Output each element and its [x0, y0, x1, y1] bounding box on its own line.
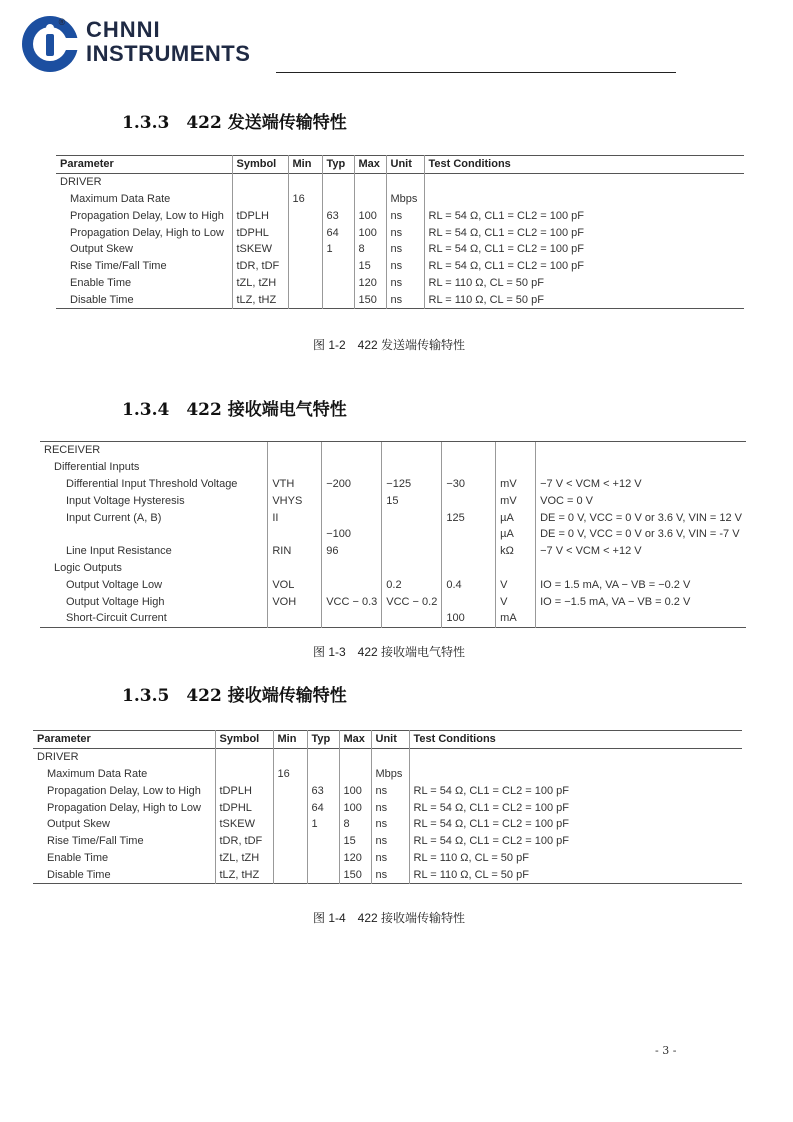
table-group-row — [33, 748, 742, 765]
table-cell — [307, 748, 339, 765]
table-cell: ns — [371, 833, 409, 850]
header-rule — [276, 72, 676, 73]
table-cell — [288, 275, 322, 292]
table-cell — [409, 748, 742, 765]
table-cell — [273, 782, 307, 799]
table-cell: tDPLH — [215, 782, 273, 799]
table-cell: −100 — [322, 526, 382, 543]
table-cell — [322, 509, 382, 526]
brand-line-1: CHNNI — [86, 17, 161, 42]
col-header: Test Conditions — [409, 731, 742, 749]
table-cell: 100 — [354, 224, 386, 241]
table-cell — [268, 560, 322, 577]
table-cell: Disable Time — [70, 293, 134, 306]
brand-logo-icon — [20, 14, 80, 74]
table-cell: Disable Time — [47, 868, 111, 881]
table-cell — [424, 191, 744, 208]
table-cell — [354, 191, 386, 208]
table-cell — [268, 459, 322, 476]
table-row — [40, 593, 746, 610]
table-cell: 150 — [339, 866, 371, 883]
table-cell: RL = 54 Ω, CL1 = CL2 = 100 pF — [409, 782, 742, 799]
table-row — [40, 459, 746, 476]
table-group-row — [56, 173, 744, 190]
receiver-spec-table — [40, 441, 746, 628]
table-cell: tZL, tZH — [232, 275, 288, 292]
table-cell — [307, 866, 339, 883]
table-row — [33, 766, 742, 783]
table-cell: Rise Time/Fall Time — [70, 260, 167, 273]
receiver-transfer-spec-table — [33, 730, 742, 884]
table-cell: RL = 54 Ω, CL1 = CL2 = 100 pF — [424, 207, 744, 224]
table-cell — [322, 191, 354, 208]
table-cell: tLZ, tHZ — [232, 291, 288, 308]
table-cell: tDR, tDF — [232, 258, 288, 275]
table-cell: kΩ — [496, 543, 536, 560]
table-row — [40, 442, 746, 459]
receiver-transfer-table-body — [33, 748, 742, 883]
table-cell: 15 — [339, 833, 371, 850]
table-cell: 16 — [273, 766, 307, 783]
col-header: Unit — [371, 731, 409, 749]
table-cell: 96 — [322, 543, 382, 560]
col-header: Unit — [386, 156, 424, 174]
table-cell: ns — [386, 275, 424, 292]
table-cell: IO = 1.5 mA, VA − VB = −0.2 V — [536, 576, 746, 593]
table-cell: Output Skew — [47, 818, 110, 831]
table-cell: 8 — [339, 816, 371, 833]
table-cell — [288, 173, 322, 190]
table-cell: 8 — [354, 241, 386, 258]
table-cell: VCC − 0.2 — [382, 593, 442, 610]
table-cell: 100 — [339, 799, 371, 816]
table-cell — [273, 748, 307, 765]
table-row — [40, 610, 746, 627]
table-cell — [496, 442, 536, 459]
table-cell: Propagation Delay, Low to High — [70, 209, 224, 222]
col-header: Parameter — [37, 733, 91, 746]
table-cell: Enable Time — [70, 276, 132, 289]
table-cell — [232, 191, 288, 208]
table-cell: tDPHL — [232, 224, 288, 241]
table-cell: DE = 0 V, VCC = 0 V or 3.6 V, VIN = -7 V — [536, 526, 746, 543]
table-cell: 0.4 — [442, 576, 496, 593]
table-cell — [382, 543, 442, 560]
table-cell: µA — [496, 526, 536, 543]
table-cell: RL = 110 Ω, CL = 50 pF — [424, 275, 744, 292]
table-cell: 1 — [307, 816, 339, 833]
table-cell: VOL — [268, 576, 322, 593]
table-cell — [273, 816, 307, 833]
table-row — [33, 866, 742, 883]
table-cell: 125 — [442, 509, 496, 526]
table-cell — [322, 173, 354, 190]
col-header: Max — [339, 731, 371, 749]
table-cell — [354, 173, 386, 190]
table-cell — [288, 291, 322, 308]
table-cell: RL = 54 Ω, CL1 = CL2 = 100 pF — [409, 833, 742, 850]
table-cell — [382, 442, 442, 459]
table-row — [40, 476, 746, 493]
table-cell: Mbps — [386, 191, 424, 208]
table-cell: tDR, tDF — [215, 833, 273, 850]
table-cell: Rise Time/Fall Time — [47, 835, 144, 848]
table-cell: ns — [386, 207, 424, 224]
table-cell: IO = −1.5 mA, VA − VB = 0.2 V — [536, 593, 746, 610]
table-cell — [442, 560, 496, 577]
col-header: Min — [288, 156, 322, 174]
table-cell: −200 — [322, 476, 382, 493]
table-cell — [322, 560, 382, 577]
table-cell — [322, 291, 354, 308]
table-cell: ns — [386, 258, 424, 275]
table-cell — [536, 560, 746, 577]
driver-table-body — [56, 173, 744, 308]
table-row — [56, 224, 744, 241]
table-cell: −30 — [442, 476, 496, 493]
table-cell: Mbps — [371, 766, 409, 783]
table-cell — [307, 766, 339, 783]
table-cell: tLZ, tHZ — [215, 866, 273, 883]
table-cell: mV — [496, 476, 536, 493]
table-cell — [382, 610, 442, 627]
table-cell: mV — [496, 492, 536, 509]
table-cell: 16 — [288, 191, 322, 208]
table-cell: 100 — [339, 782, 371, 799]
table-cell: Short-Circuit Current — [66, 612, 167, 625]
table-cell: Differential Inputs — [54, 461, 140, 474]
table-cell: 120 — [354, 275, 386, 292]
table-row — [33, 799, 742, 816]
table-cell — [273, 833, 307, 850]
table-cell — [339, 748, 371, 765]
table-cell: Output Skew — [70, 243, 133, 256]
table-cell: 63 — [322, 207, 354, 224]
col-header: Max — [354, 156, 386, 174]
table-cell — [268, 442, 322, 459]
table-cell: ns — [371, 816, 409, 833]
table-cell — [307, 850, 339, 867]
table-cell — [40, 526, 268, 543]
table-cell — [442, 442, 496, 459]
table-row — [40, 526, 746, 543]
page-number: - 3 - — [655, 1044, 677, 1057]
group-label: DRIVER — [60, 176, 102, 189]
table-cell: −7 V < VCM < +12 V — [536, 476, 746, 493]
table-cell: Line Input Resistance — [66, 545, 172, 558]
table-cell: ns — [371, 799, 409, 816]
table-header-row — [33, 731, 742, 749]
col-header: Min — [273, 731, 307, 749]
section-heading-1-3-3: 1.3.3 422 发送端传输特性 — [122, 113, 347, 133]
table-cell: Propagation Delay, High to Low — [70, 226, 224, 239]
table-cell: Output Voltage Low — [66, 578, 163, 591]
table-row — [56, 191, 744, 208]
col-header: Test Conditions — [424, 156, 744, 174]
table-cell: II — [268, 509, 322, 526]
brand-line-2: INSTRUMENTS — [86, 41, 251, 66]
table-cell: Propagation Delay, Low to High — [47, 784, 201, 797]
table-cell: RL = 54 Ω, CL1 = CL2 = 100 pF — [424, 258, 744, 275]
table-cell: 64 — [307, 799, 339, 816]
group-label: DRIVER — [37, 751, 79, 764]
table-row — [40, 509, 746, 526]
table-cell — [322, 610, 382, 627]
table-cell — [215, 766, 273, 783]
table-cell — [382, 459, 442, 476]
table-cell: Maximum Data Rate — [47, 767, 148, 780]
table-cell: VCC − 0.3 — [322, 593, 382, 610]
table-cell: DE = 0 V, VCC = 0 V or 3.6 V, VIN = 12 V — [536, 509, 746, 526]
table-cell — [268, 526, 322, 543]
table-cell — [442, 492, 496, 509]
table-cell: Logic Outputs — [54, 561, 122, 574]
figure-caption-1-4: 图 1-4 422 接收端传输特性 — [313, 911, 466, 925]
table-cell: RL = 54 Ω, CL1 = CL2 = 100 pF — [409, 816, 742, 833]
col-header: Symbol — [215, 731, 273, 749]
table-cell — [409, 766, 742, 783]
table-cell — [496, 560, 536, 577]
col-header: Typ — [307, 731, 339, 749]
table-row — [33, 850, 742, 867]
table-cell — [442, 593, 496, 610]
table-row — [33, 782, 742, 799]
table-cell — [288, 224, 322, 241]
table-header-row — [56, 156, 744, 174]
table-cell — [273, 866, 307, 883]
table-cell: 150 — [354, 291, 386, 308]
table-cell — [536, 610, 746, 627]
table-cell: −125 — [382, 476, 442, 493]
section-heading-1-3-4: 1.3.4 422 接收端电气特性 — [122, 400, 347, 420]
table-cell — [371, 748, 409, 765]
table-cell — [307, 833, 339, 850]
table-cell: tDPHL — [215, 799, 273, 816]
table-cell — [288, 241, 322, 258]
table-cell: ns — [371, 866, 409, 883]
col-header: Typ — [322, 156, 354, 174]
table-cell: VOH — [268, 593, 322, 610]
figure-caption-1-2: 图 1-2 422 发送端传输特性 — [313, 338, 466, 352]
table-cell: 63 — [307, 782, 339, 799]
table-cell: RECEIVER — [44, 444, 101, 457]
table-cell — [232, 173, 288, 190]
table-cell: Maximum Data Rate — [70, 192, 171, 205]
table-cell — [322, 492, 382, 509]
table-cell — [322, 258, 354, 275]
table-cell: ns — [386, 291, 424, 308]
table-cell — [496, 459, 536, 476]
col-header: Parameter — [60, 158, 114, 171]
table-cell — [424, 173, 744, 190]
table-cell — [268, 610, 322, 627]
registered-mark: ® — [58, 17, 67, 27]
table-row — [40, 576, 746, 593]
table-cell: 15 — [354, 258, 386, 275]
section-heading-1-3-5: 1.3.5 422 接收端传输特性 — [122, 686, 347, 706]
table-cell: tZL, tZH — [215, 850, 273, 867]
table-cell: VHYS — [268, 492, 322, 509]
table-cell — [339, 766, 371, 783]
table-cell: ns — [386, 241, 424, 258]
table-cell: V — [496, 576, 536, 593]
table-cell — [536, 442, 746, 459]
table-cell — [382, 560, 442, 577]
table-cell: VOC = 0 V — [536, 492, 746, 509]
table-cell — [215, 748, 273, 765]
table-cell: tSKEW — [215, 816, 273, 833]
table-cell: 1 — [322, 241, 354, 258]
table-cell: VTH — [268, 476, 322, 493]
table-cell — [273, 850, 307, 867]
table-row — [40, 543, 746, 560]
table-cell — [536, 459, 746, 476]
table-cell — [322, 576, 382, 593]
table-cell: Enable Time — [47, 851, 109, 864]
table-cell: Input Voltage Hysteresis — [66, 494, 185, 507]
table-cell — [322, 275, 354, 292]
table-cell: RL = 110 Ω, CL = 50 pF — [409, 850, 742, 867]
table-cell — [442, 526, 496, 543]
table-cell: 0.2 — [382, 576, 442, 593]
table-cell: RIN — [268, 543, 322, 560]
table-row — [56, 207, 744, 224]
table-cell: 15 — [382, 492, 442, 509]
table-row — [33, 833, 742, 850]
table-cell — [382, 509, 442, 526]
table-cell: RL = 110 Ω, CL = 50 pF — [424, 291, 744, 308]
table-cell: RL = 54 Ω, CL1 = CL2 = 100 pF — [424, 241, 744, 258]
table-cell: 120 — [339, 850, 371, 867]
table-cell: 100 — [442, 610, 496, 627]
table-cell: Output Voltage High — [66, 595, 165, 608]
table-cell — [273, 799, 307, 816]
table-row — [56, 275, 744, 292]
table-cell — [386, 173, 424, 190]
table-cell: mA — [496, 610, 536, 627]
table-cell: Propagation Delay, High to Low — [47, 801, 201, 814]
table-cell — [288, 207, 322, 224]
table-cell: 100 — [354, 207, 386, 224]
table-row — [40, 492, 746, 509]
table-cell: tDPLH — [232, 207, 288, 224]
table-row — [56, 291, 744, 308]
driver-spec-table — [56, 155, 744, 309]
table-cell: ns — [371, 850, 409, 867]
table-cell — [322, 442, 382, 459]
table-cell: RL = 54 Ω, CL1 = CL2 = 100 pF — [424, 224, 744, 241]
table-cell: ns — [386, 224, 424, 241]
col-header: Symbol — [232, 156, 288, 174]
table-cell: V — [496, 593, 536, 610]
table-cell: −7 V < VCM < +12 V — [536, 543, 746, 560]
table-cell: Input Current (A, B) — [66, 511, 162, 524]
receiver-table-body — [40, 442, 746, 627]
table-cell — [322, 459, 382, 476]
table-cell: Differential Input Threshold Voltage — [66, 477, 238, 490]
table-cell: tSKEW — [232, 241, 288, 258]
table-row — [33, 816, 742, 833]
table-cell: RL = 110 Ω, CL = 50 pF — [409, 866, 742, 883]
table-row — [56, 258, 744, 275]
brand-name — [58, 17, 251, 66]
table-row — [56, 241, 744, 258]
table-cell — [288, 258, 322, 275]
table-cell: RL = 54 Ω, CL1 = CL2 = 100 pF — [409, 799, 742, 816]
table-row — [40, 560, 746, 577]
table-cell: µA — [496, 509, 536, 526]
table-cell: 64 — [322, 224, 354, 241]
figure-caption-1-3: 图 1-3 422 接收端电气特性 — [313, 645, 466, 659]
table-cell — [442, 459, 496, 476]
table-cell — [382, 526, 442, 543]
table-cell: ns — [371, 782, 409, 799]
table-cell — [442, 543, 496, 560]
